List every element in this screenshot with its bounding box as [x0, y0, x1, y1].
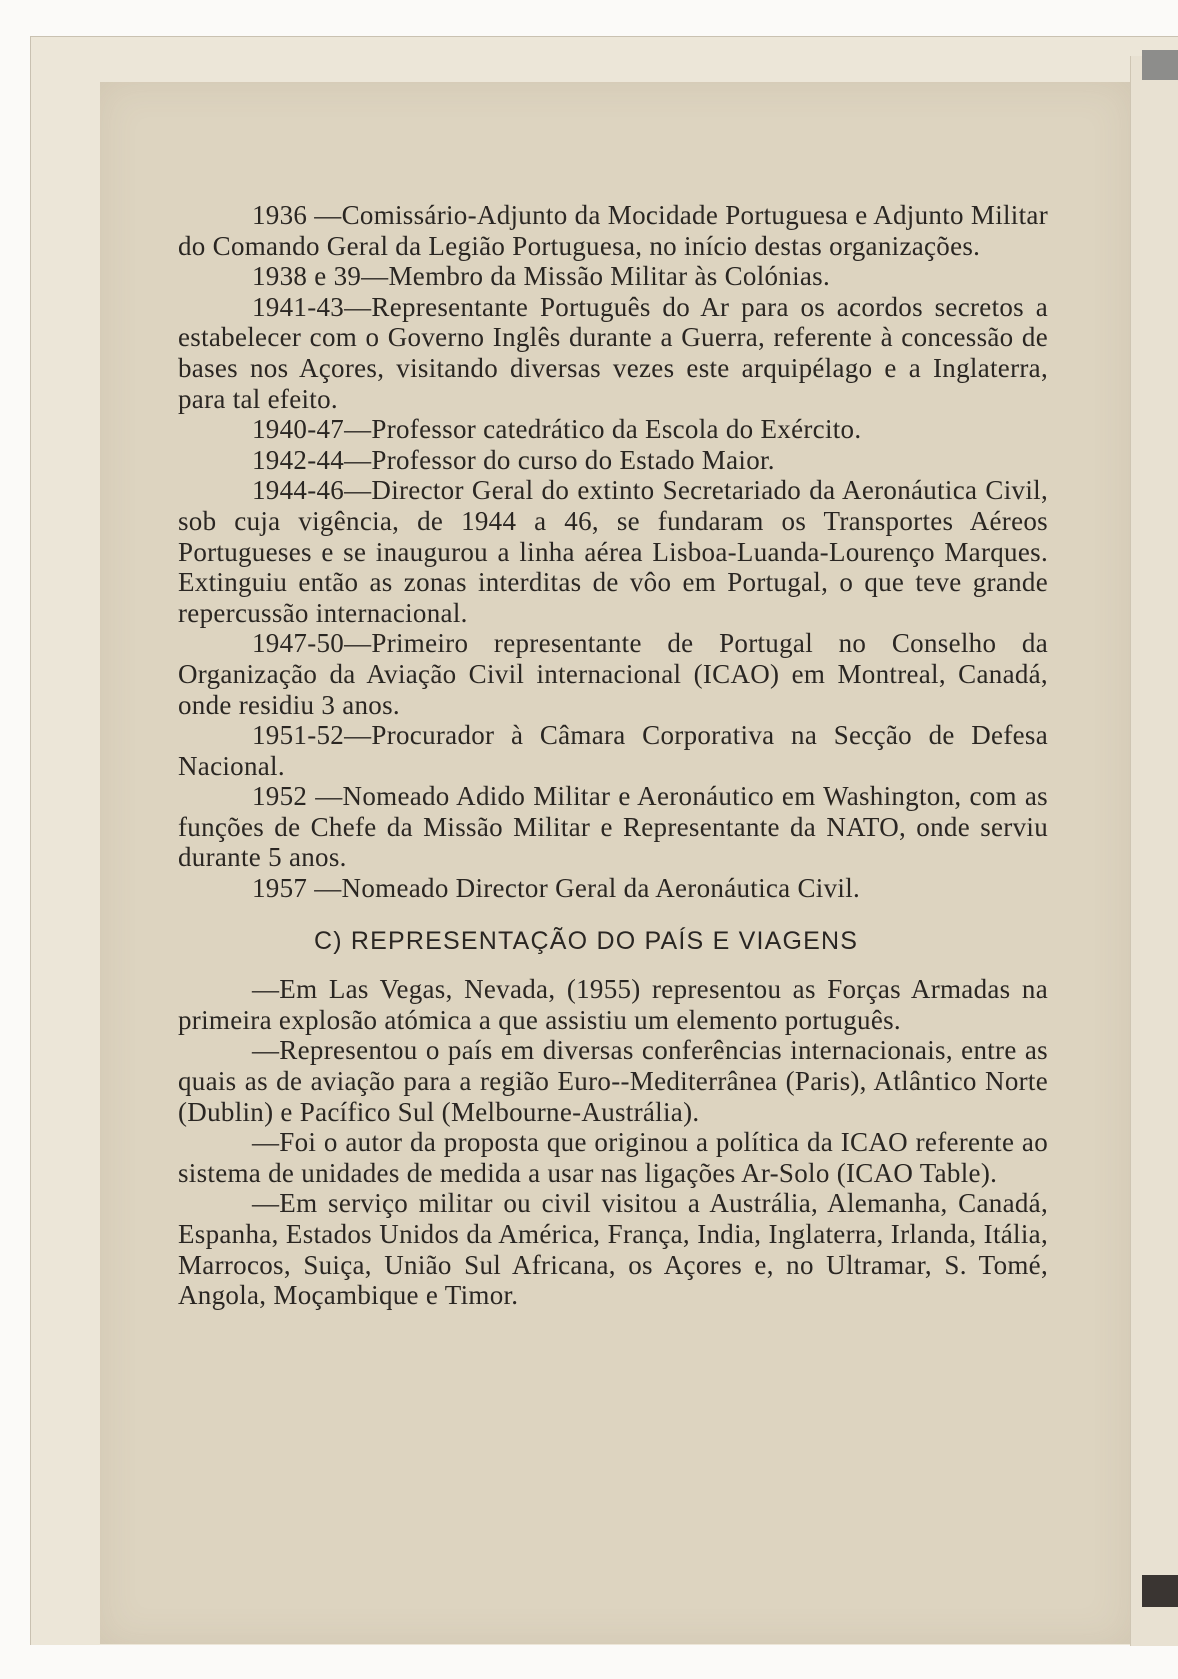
paragraph-1947: 1947-50—Primeiro representante de Portugal no Conselho da Organização da Aviação Civil internacional (ICAO) em Montreal, Canadá, onde residiu 3 anos. — [178, 628, 1048, 720]
document-body — [178, 200, 1048, 1311]
paragraph-1938: 1938 e 39—Membro da Missão Militar às Colónias. — [252, 261, 831, 292]
paragraph-1952: 1952 —Nomeado Adido Militar e Aeronáutico em Washington, com as funções de Chefe da Missão Militar e Representante da NATO, onde serviu durante 5 anos. — [178, 781, 1048, 873]
paragraph-1951: 1951-52—Procurador à Câmara Corporativa na Secção de Defesa Nacional. — [178, 720, 1048, 781]
paragraph-1957: 1957 —Nomeado Director Geral da Aeronáutica Civil. — [252, 873, 861, 904]
paragraph-travels: —Em serviço militar ou civil visitou a Austrália, Alemanha, Canadá, Espanha, Estados Unidos da América, França, India, Inglaterra, Irlanda, Itália, Marrocos, Suiça, União Sul Africana, os Açores e, no Ultramar, S. Tomé, Angola, Moçambique e Timor. — [178, 1188, 1048, 1311]
paragraph-1941: 1941-43—Representante Português do Ar para os acordos secretos a estabelecer com o Governo Inglês durante a Guerra, referente à concessão de bases nos Açores, visitando diversas vezes este arquipélago e a Inglaterra, para tal efeito. — [178, 291, 1048, 414]
right-page-edge — [1130, 56, 1178, 1646]
binder-clip-bottom — [1142, 1575, 1178, 1607]
paragraph-1940: 1940-47—Professor catedrático da Escola do Exército. — [252, 414, 862, 445]
paragraph-conferences: —Representou o país em diversas conferências internacionais, entre as quais as de aviação para a região Euro--Mediterrânea (Paris), Atlântico Norte (Dublin) e Pacífico Sul (Melbourne-Austrália). — [178, 1035, 1048, 1127]
paragraph-1942: 1942-44—Professor do curso do Estado Maior. — [252, 444, 775, 475]
section-heading: C) REPRESENTAÇÃO DO PAÍS E VIAGENS — [314, 926, 859, 955]
paragraph-1944: 1944-46—Director Geral do extinto Secretariado da Aeronáutica Civil, sob cuja vigência, de 1944 a 46, se fundaram os Transportes Aéreos Portugueses e se inaugurou a linha aérea Lisboa-Luanda-Lourenço Marques. Extinguiu então as zonas interditas de vôo em Portugal, o que teve grande repercussão internacional. — [178, 475, 1048, 628]
binder-clip-top — [1142, 50, 1178, 80]
paragraph-las-vegas: —Em Las Vegas, Nevada, (1955) representou as Forças Armadas na primeira explosão atómica a que assistiu um elemento português. — [178, 974, 1048, 1035]
paragraph-1936: 1936 —Comissário-Adjunto da Mocidade Portuguesa e Adjunto Militar do Comando Geral da Legião Portuguesa, no início destas organizações. — [178, 200, 1048, 261]
paragraph-icao-table: —Foi o autor da proposta que originou a política da ICAO referente ao sistema de unidades de medida a usar nas ligações Ar-Solo (ICAO Table). — [178, 1127, 1048, 1188]
